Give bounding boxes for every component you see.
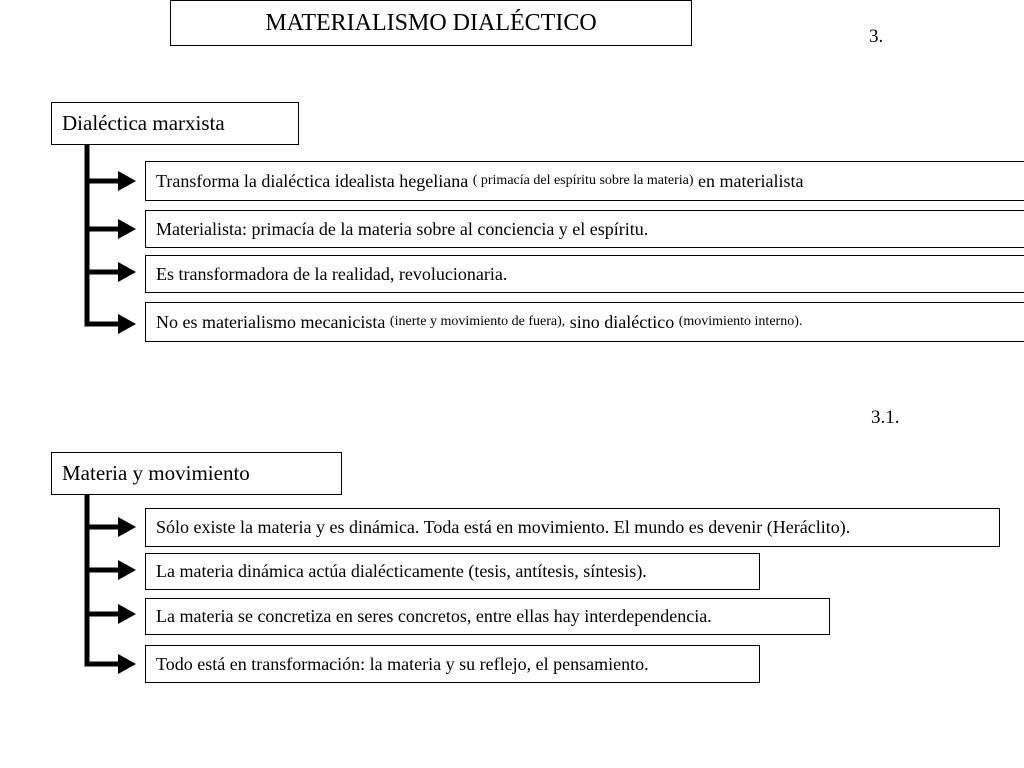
section-heading-2-text: Materia y movimiento	[62, 461, 250, 485]
arrow-1-1	[118, 171, 136, 191]
section2-item-1: Sólo existe la materia y es dinámica. Toda está en movimiento. El mundo es devenir (Heráclito).	[145, 508, 1000, 547]
section1-item-1: Transforma la dialéctica idealista hegeliana ( primacía del espíritu sobre la materia) en materialista	[145, 161, 1024, 201]
arrow-1-2	[118, 219, 136, 239]
arrow-2-3	[118, 604, 136, 624]
section2-item-3: La materia se concretiza en seres concretos, entre ellas hay interdependencia.	[145, 598, 830, 635]
section-number-1: 3.	[869, 26, 884, 47]
section-heading-1-text: Dialéctica marxista	[62, 111, 225, 135]
arrow-1-4	[118, 314, 136, 334]
page-title	[170, 0, 692, 46]
section1-item-3: Es transformadora de la realidad, revolucionaria.	[145, 255, 1024, 293]
arrow-1-3	[118, 262, 136, 282]
section-heading-1	[51, 102, 299, 145]
section-heading-2	[51, 452, 342, 495]
section2-item-2: La materia dinámica actúa dialécticamente (tesis, antítesis, síntesis).	[145, 553, 760, 590]
arrow-2-4	[118, 654, 136, 674]
section1-item-4: No es materialismo mecanicista (inerte y movimiento de fuera), sino dialéctico (movimiento interno).	[145, 302, 1024, 342]
arrow-2-2	[118, 560, 136, 580]
arrow-2-1	[118, 517, 136, 537]
page-title-text: MATERIALISMO DIALÉCTICO	[265, 9, 597, 36]
section-number-2: 3.1.	[871, 407, 900, 428]
section2-item-4: Todo está en transformación: la materia y su reflejo, el pensamiento.	[145, 645, 760, 683]
section1-item-2: Materialista: primacía de la materia sobre al conciencia y el espíritu.	[145, 210, 1024, 248]
